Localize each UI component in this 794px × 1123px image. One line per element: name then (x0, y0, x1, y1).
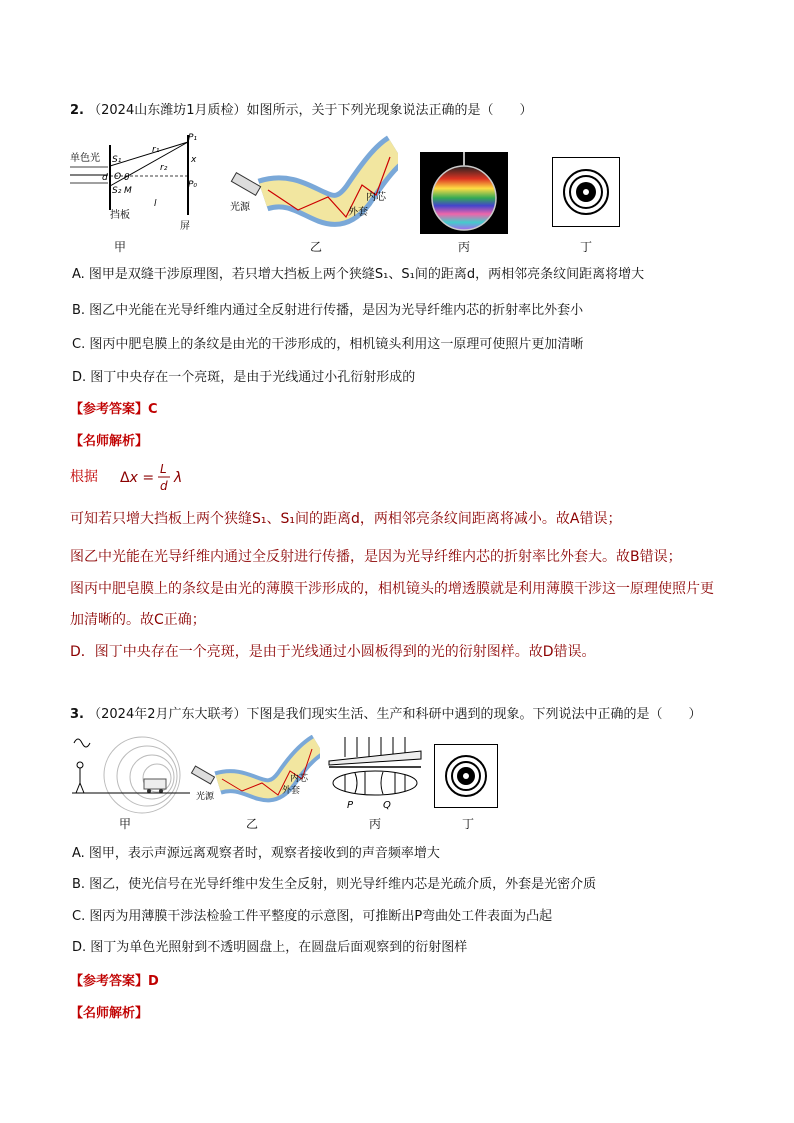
svg-text:挡板: 挡板 (110, 210, 130, 221)
svg-text:P₁: P₁ (188, 133, 198, 143)
question-2-stem: 2. （2024山东潍坊1月质检）如图所示，关于下列光现象说法正确的是（ ） (70, 103, 533, 118)
svg-text:Q: Q (383, 800, 391, 811)
figure-label-ding: 丁 (579, 240, 592, 254)
svg-text:θ: θ (124, 173, 130, 183)
svg-text:Δx =: Δx = (120, 470, 155, 486)
q3-figure-label-jia: 甲 (118, 817, 131, 831)
figure-label-yi: 乙 (309, 240, 322, 254)
svg-text:P: P (347, 800, 354, 811)
q2-formula-line: 根据 Δx = L d λ (70, 460, 190, 494)
svg-text:内芯: 内芯 (366, 192, 386, 203)
svg-text:M: M (124, 186, 132, 196)
thin-film-flatness-diagram (325, 735, 425, 815)
double-slit-diagram (68, 130, 203, 250)
q2-explanation-4: 加清晰的。故C正确； (70, 612, 206, 628)
svg-text:光源: 光源 (230, 202, 250, 213)
diffraction-rings (552, 157, 620, 227)
svg-text:r₁: r₁ (152, 145, 160, 155)
svg-text:d: d (102, 173, 108, 183)
figure-label-jia: 甲 (113, 240, 126, 254)
svg-text:光源: 光源 (196, 792, 215, 802)
q3-option-c: C. 图丙为用薄膜干涉法检验工件平整度的示意图，可推断出P弯曲处工件表面为凸起 (72, 909, 553, 924)
q2-explanation-2: 图乙中光能在光导纤维内通过全反射进行传播，是因为光导纤维内芯的折射率比外套大。故B错误； (70, 549, 682, 565)
svg-text:L: L (160, 462, 168, 476)
q3-option-a: A. 图甲，表示声源远离观察者时，观察者接收到的声音频率增大 (72, 846, 440, 861)
question-3-stem: 3. （2024年2月广东大联考）下图是我们现实生活、生产和科研中遇到的现象。下列说法中正确的是（ ） (70, 707, 702, 722)
q3-figure-label-ding: 丁 (461, 817, 474, 831)
svg-text:d: d (160, 479, 169, 493)
q3-analysis-label: 【名师解析】 (70, 1006, 149, 1021)
q2-option-b: B. 图乙中光能在光导纤维内通过全反射进行传播，是因为光导纤维内芯的折射率比外套小 (72, 303, 584, 318)
soap-film-photo (420, 152, 508, 234)
q3-figure-label-bing: 丙 (368, 817, 381, 831)
q2-option-d: D. 图丁中央存在一个亮斑，是由于光线通过小孔衍射形成的 (72, 370, 416, 385)
figure-label-bing: 丙 (457, 240, 470, 254)
fringe-spacing-formula (120, 460, 190, 494)
q3-optical-fiber-diagram (190, 735, 320, 805)
doppler-diagram (72, 735, 192, 815)
q3-diffraction-rings (434, 744, 498, 808)
q3-figure-label-yi: 乙 (245, 817, 258, 831)
q2-answer: 【参考答案】C (70, 402, 158, 417)
svg-text:单色光: 单色光 (70, 153, 100, 164)
q2-explanation-1: 可知若只增大挡板上两个狭缝S₁、S₁间的距离d，两相邻亮条纹间距离将减小。故A错误； (70, 511, 622, 527)
q3-option-b: B. 图乙，使光信号在光导纤维中发生全反射，则光导纤维内芯是光疏介质，外套是光密介质 (72, 877, 597, 892)
svg-text:外套: 外套 (348, 207, 368, 218)
q3-answer: 【参考答案】D (70, 974, 159, 989)
q2-option-a: A. 图甲是双缝干涉原理图，若只增大挡板上两个狭缝S₁、S₁间的距离d，两相邻亮条纹间距离将增大 (72, 267, 645, 282)
svg-text:S₂: S₂ (112, 186, 122, 196)
q2-analysis-label: 【名师解析】 (70, 434, 149, 449)
svg-text:r₂: r₂ (160, 163, 168, 173)
svg-text:x: x (191, 155, 197, 165)
q2-explanation-5: D．图丁中央存在一个亮斑，是由于光线通过小圆板得到的光的衍射图样。故D错误。 (70, 644, 596, 660)
optical-fiber-diagram (228, 135, 398, 235)
q2-option-c: C. 图丙中肥皂膜上的条纹是由光的干涉形成的，相机镜头利用这一原理可使照片更加清晰 (72, 337, 584, 352)
svg-text:O: O (114, 172, 122, 182)
svg-text:外套: 外套 (282, 786, 301, 796)
svg-text:S₁: S₁ (112, 155, 122, 165)
q2-explanation-3: 图丙中肥皂膜上的条纹是由光的薄膜干涉形成的，相机镜头的增透膜就是利用薄膜干涉这一原理使照片更 (70, 581, 714, 597)
q3-option-d: D. 图丁为单色光照射到不透明圆盘上，在圆盘后面观察到的衍射图样 (72, 940, 468, 955)
svg-text:屏: 屏 (180, 221, 190, 232)
svg-text:P₀: P₀ (188, 180, 198, 190)
svg-text:内芯: 内芯 (290, 774, 309, 784)
svg-text:λ: λ (174, 470, 183, 486)
svg-text:l: l (154, 199, 157, 209)
